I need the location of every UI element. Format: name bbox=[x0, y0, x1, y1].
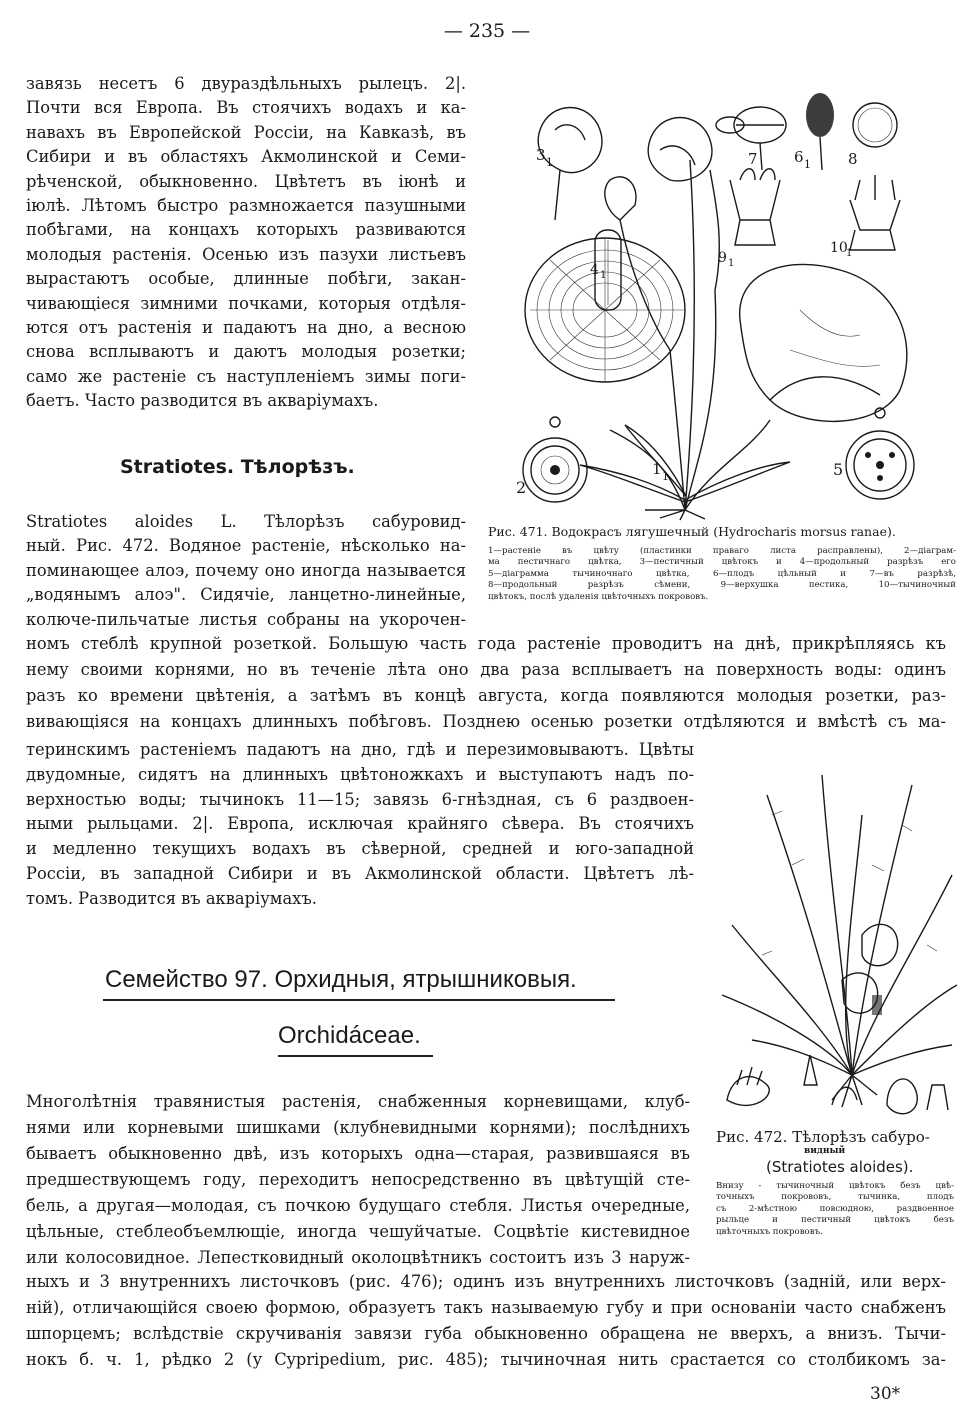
fig472-caption-latin: (Stratiotes aloides). bbox=[766, 1158, 914, 1176]
text-line: двудомные, сидятъ на длинныхъ цвѣтоножкахъ и выступаютъ надъ по- bbox=[26, 764, 694, 784]
text-line: побѣгами, на концахъ которыхъ развиваются bbox=[26, 220, 466, 240]
text-line: нокъ б. ч. 1, рѣдко 2 (у Cypripedium, рис. 485); тычиночная нить срастается со столбикомъ за- bbox=[26, 1350, 946, 1369]
text-line: баетъ. Часто разводится въ акваріумахъ. bbox=[26, 391, 379, 411]
fig471-label-1-denom: 1 bbox=[662, 470, 669, 483]
fig471-label-10-denom: 1 bbox=[846, 248, 853, 259]
text-line: Сибири и въ областяхъ Акмолинской и Семи- bbox=[26, 147, 466, 167]
text-line: поминающее алоэ, почему оно иногда называется bbox=[26, 560, 466, 580]
family-paragraph-column bbox=[26, 1090, 690, 1272]
text-line: вырастаютъ особые, длинные побѣги, закан- bbox=[26, 269, 466, 289]
family-heading-underline bbox=[103, 999, 615, 1001]
fig471-label-6: 6 bbox=[794, 148, 804, 166]
text-line: завязь несетъ 6 двураздѣльныхъ рылецъ. 2|. bbox=[26, 74, 466, 93]
text-line: верхностью воды; тычинокъ 11—15; завязь 6-гнѣздная, съ 6 раздвоен- bbox=[26, 789, 694, 809]
family-paragraph-full bbox=[26, 1270, 946, 1374]
text-line: вивающіяся на концахъ длинныхъ побѣговъ. Позднею осенью розетки отдѣляются и вмѣстѣ съ ма- bbox=[26, 712, 946, 731]
text-line: чивающіеся зимними почками, которыя отдѣля- bbox=[26, 293, 466, 313]
fig471-label-7: 7 bbox=[748, 150, 758, 168]
text-column-top bbox=[26, 72, 466, 414]
rosette-leaves-drawing bbox=[722, 775, 957, 1107]
text-line: іюлѣ. Лѣтомъ быстро размножается пазушными bbox=[26, 196, 466, 215]
figure-471-illustration bbox=[500, 70, 970, 520]
fig471-label-5: 5 bbox=[833, 460, 844, 479]
family-latin-underline bbox=[278, 1055, 433, 1057]
text-line: 8—продольный разрѣзъ сѣмени, 9—верхушка пестика, 10—тычиночный bbox=[488, 580, 956, 591]
text-line: молодыя растенія. Осенью изъ пазухи листьевъ bbox=[26, 244, 466, 264]
text-line: бываетъ обыкновенно двѣ, изъ которыхъ одна—старая, развившаяся въ bbox=[26, 1144, 690, 1163]
text-line: ныхъ и 3 внутреннихъ листочковъ (рис. 476); одинъ изъ внутреннихъ листочковъ (задній, или верх- bbox=[26, 1272, 946, 1291]
flower-diagram-2 bbox=[523, 417, 587, 502]
fig472-caption-title-2: видный bbox=[804, 1146, 846, 1156]
text-line: томъ. Разводится въ акваріумахъ. bbox=[26, 888, 317, 908]
text-line: „водянымъ алоэ". Сидячіе, ланцетно-линейные, bbox=[26, 585, 466, 605]
fig471-label-8: 8 bbox=[848, 150, 858, 168]
family-heading: Семейство 97. Орхидныя, ятрышниковыя. bbox=[105, 966, 577, 993]
text-line: Внизу - тычиночный цвѣтокъ безъ цвѣ- bbox=[716, 1181, 954, 1191]
fig471-caption-body bbox=[488, 545, 958, 602]
text-line: или колосовидное. Лепестковидный околоцвѣтникъ состоитъ изъ 3 наруж- bbox=[26, 1248, 690, 1267]
text-line: 5—діаграмма тычиночнаго цвѣтка, 6—плодъ цѣльный и 7—въ разрѣзѣ, bbox=[488, 568, 956, 579]
text-line: рыльце и пестичный цвѣтокъ безъ bbox=[716, 1215, 954, 1226]
text-line: разъ ко времени цвѣтенія, а затѣмъ въ концѣ августа, когда появляются молодыя розетки, раз- bbox=[26, 686, 946, 705]
text-line: предшествующемъ году, переходитъ непосредственно въ цвѣтущій сте- bbox=[26, 1170, 690, 1189]
genus-heading: Stratiotes. Тѣлорѣзъ. bbox=[120, 456, 355, 478]
fig471-label-2: 2 bbox=[516, 478, 527, 497]
fig471-label-4: 4 bbox=[590, 262, 599, 278]
text-line: ными рыльцами. 2|. Европа, исключая крайняго сѣвера. Въ стоячихъ bbox=[26, 814, 694, 834]
text-line: Россіи, въ западной Сибири и въ Акмолинской области. Цвѣтетъ лѣ- bbox=[26, 864, 694, 883]
fig471-label-1: 1 bbox=[652, 460, 662, 478]
text-line: номъ стеблѣ крупной розеткой. Большую часть года растеніе проводитъ на днѣ, прикрѣпляясь къ bbox=[26, 634, 946, 653]
floating-leaf-right-drawing bbox=[740, 264, 907, 421]
text-line: Многолѣтнія травянистыя растенія, снабженныя корневищами, клуб- bbox=[26, 1092, 690, 1111]
text-line: и медленно текущихъ водахъ въ сѣверной, средней и юго-западной bbox=[26, 839, 694, 859]
text-line: ются отъ растенія и падаютъ на дно, а весною bbox=[26, 318, 466, 337]
figure-471 bbox=[500, 70, 970, 520]
figure-472-illustration bbox=[712, 755, 962, 1125]
text-line: нему своими корнями, но въ теченіе лѣта оно два раза всплываетъ на поверхность воды: одинъ bbox=[26, 660, 946, 679]
species-paragraph bbox=[26, 510, 466, 632]
text-line: колюче-пильчатые листья собраны на укорочен- bbox=[26, 609, 466, 629]
fruit-details-drawing bbox=[730, 93, 900, 250]
text-full-width-1 bbox=[26, 632, 946, 736]
text-line: цвѣточныхъ покрововъ. bbox=[716, 1226, 823, 1237]
page-number: — 235 — bbox=[443, 20, 531, 42]
text-line: ный. Рис. 472. Водяное растеніе, нѣсколько на- bbox=[26, 536, 466, 556]
text-line: цѣльные, стеблеобъемлющіе, иногда чешуйчатые. Соцвѣтіе кистевидное bbox=[26, 1222, 690, 1241]
fig471-label-3: 3 bbox=[536, 146, 546, 164]
figure-472 bbox=[712, 755, 962, 1125]
text-line: точныхъ покрововъ, тычинка, плодъ bbox=[716, 1192, 954, 1203]
plant-stems-drawing bbox=[580, 160, 790, 520]
text-line: нями или корневыми шишками (клубневидными корнями); послѣднихъ bbox=[26, 1118, 690, 1137]
flowers-drawing bbox=[538, 108, 744, 311]
fig471-label-3-denom: 1 bbox=[546, 156, 553, 169]
fig472-caption-title: Рис. 472. Тѣлорѣзъ сабуро- bbox=[716, 1128, 930, 1146]
fig471-label-4-denom: 1 bbox=[600, 270, 607, 281]
fig471-label-6-denom: 1 bbox=[804, 158, 811, 171]
text-line: ма пестичнаго цвѣтка, 3—пестичный цвѣтокъ и 4—продольный разрѣзъ его bbox=[488, 557, 956, 568]
text-line: теринскимъ растеніемъ падаютъ на дно, гдѣ и перезимовываютъ. Цвѣты bbox=[26, 740, 694, 759]
text-line: ній), отличающійся своею формою, образуетъ такъ называемую губу и при основаніи часто снабженъ bbox=[26, 1298, 946, 1317]
fig471-label-10: 10 bbox=[830, 240, 848, 256]
text-line: навахъ въ Европейской Россіи, на Кавказѣ, въ bbox=[26, 122, 466, 142]
flower-parts-drawing bbox=[727, 1055, 948, 1114]
text-line: рѣченской, обыкновенно. Цвѣтетъ въ іюнѣ и bbox=[26, 171, 466, 191]
fig471-label-9-denom: 1 bbox=[728, 258, 735, 269]
fig471-label-9: 9 bbox=[718, 250, 727, 266]
text-line: Stratiotes aloides L. Тѣлорѣзъ сабуровид- bbox=[26, 512, 466, 531]
text-column-mid bbox=[26, 738, 694, 912]
text-line: съ 2-мѣстною повсюдною, раздвоенное bbox=[716, 1203, 954, 1214]
flower-diagram-5 bbox=[846, 408, 914, 499]
text-line: само же растеніе съ наступленіемъ зимы поги- bbox=[26, 366, 466, 386]
printer-signature: 30* bbox=[870, 1384, 901, 1404]
text-line: Почти вся Европа. Въ стоячихъ водахъ и ка- bbox=[26, 98, 466, 118]
family-latin-name: Orchidáceae. bbox=[278, 1022, 421, 1049]
text-line: 1—растеніе въ цвѣту (пластинки праваго листа расправлены), 2—діаграм- bbox=[488, 546, 956, 556]
text-line: шпорцемъ; вслѣдствіе скручиванія завязи губа обыкновенно обращена не вверхъ, а внизъ. Тычи- bbox=[26, 1324, 946, 1343]
text-line: цвѣтокъ, послѣ удаленія цвѣточныхъ покрововъ. bbox=[488, 591, 709, 602]
text-line: снова всплываютъ и даютъ молодыя розетки; bbox=[26, 342, 466, 362]
text-line: бель, а другая—молодая, съ почкою будущаго стебля. Листья очередные, bbox=[26, 1196, 690, 1215]
fig472-caption-body bbox=[716, 1180, 956, 1237]
fig471-caption-title: Рис. 471. Водокрасъ лягушечный (Hydrocharis morsus ranae). bbox=[488, 524, 896, 539]
